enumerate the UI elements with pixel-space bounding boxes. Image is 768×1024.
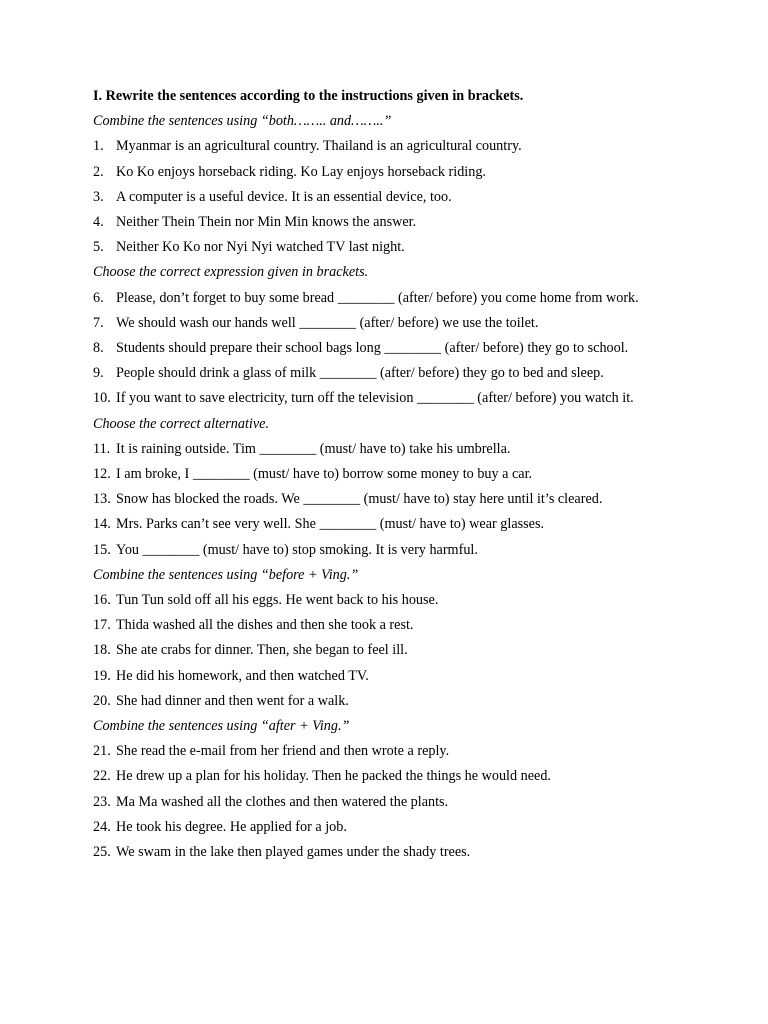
exercise-item xyxy=(93,311,674,336)
exercise-item xyxy=(93,386,674,411)
exercise-item xyxy=(93,638,674,663)
exercise-item xyxy=(93,487,674,512)
item-number: 1. xyxy=(93,138,104,155)
item-number: 5. xyxy=(93,239,104,256)
instruction-text: Combine the sentences using “both…….. and……..” xyxy=(93,113,392,130)
worksheet-page xyxy=(93,84,674,865)
item-sentence: Snow has blocked the roads. We ________ (must/ have to) stay here until it’s cleared. xyxy=(116,491,603,508)
item-sentence: Thida washed all the dishes and then she took a rest. xyxy=(116,617,414,634)
item-number: 12. xyxy=(93,466,111,483)
item-number: 18. xyxy=(93,642,111,659)
instruction-text: Combine the sentences using “before + Ving.” xyxy=(93,566,359,583)
item-sentence: Myanmar is an agricultural country. Thailand is an agricultural country. xyxy=(116,138,522,155)
item-number: 22. xyxy=(93,768,111,785)
item-sentence: He took his degree. He applied for a job. xyxy=(116,818,347,835)
instruction-text: Choose the correct expression given in brackets. xyxy=(93,264,369,281)
exercise-item xyxy=(93,235,674,260)
item-sentence: Mrs. Parks can’t see very well. She ________ (must/ have to) wear glasses. xyxy=(116,516,545,533)
item-number: 24. xyxy=(93,818,111,835)
item-number: 17. xyxy=(93,617,111,634)
item-sentence: You ________ (must/ have to) stop smoking. It is very harmful. xyxy=(116,541,478,558)
exercise-item xyxy=(93,512,674,537)
item-sentence: People should drink a glass of milk ________ (after/ before) they go to bed and sleep. xyxy=(116,365,604,382)
item-sentence: Ko Ko enjoys horseback riding. Ko Lay enjoys horseback riding. xyxy=(116,163,486,180)
item-number: 20. xyxy=(93,692,111,709)
exercise-item xyxy=(93,210,674,235)
item-number: 9. xyxy=(93,365,104,382)
item-sentence: I am broke, I ________ (must/ have to) borrow some money to buy a car. xyxy=(116,466,533,483)
item-sentence: He did his homework, and then watched TV. xyxy=(116,667,369,684)
item-number: 11. xyxy=(93,440,111,457)
item-sentence: Neither Thein Thein nor Min Min knows the answer. xyxy=(116,214,417,231)
section-heading: I. Rewrite the sentences according to the instructions given in brackets. xyxy=(93,88,524,104)
exercise-item xyxy=(93,739,674,764)
exercise-item xyxy=(93,840,674,865)
item-number: 15. xyxy=(93,541,111,558)
item-number: 21. xyxy=(93,743,111,760)
exercise-item xyxy=(93,790,674,815)
exercise-item xyxy=(93,286,674,311)
item-number: 19. xyxy=(93,667,111,684)
item-sentence: A computer is a useful device. It is an essential device, too. xyxy=(116,188,452,205)
exercise-item xyxy=(93,361,674,386)
item-number: 13. xyxy=(93,491,111,508)
item-sentence: She ate crabs for dinner. Then, she began to feel ill. xyxy=(116,642,408,659)
item-sentence: She had dinner and then went for a walk. xyxy=(116,692,349,709)
item-number: 2. xyxy=(93,163,104,180)
item-number: 3. xyxy=(93,188,104,205)
instruction-text: Choose the correct alternative. xyxy=(93,415,269,432)
exercise-item xyxy=(93,689,674,714)
exercise-item xyxy=(93,134,674,159)
item-number: 4. xyxy=(93,214,104,231)
exercise-item xyxy=(93,613,674,638)
item-sentence: If you want to save electricity, turn off the television ________ (after/ before) you watch it. xyxy=(116,390,634,407)
item-sentence: Tun Tun sold off all his eggs. He went back to his house. xyxy=(116,592,439,609)
item-sentence: Neither Ko Ko nor Nyi Nyi watched TV last night. xyxy=(116,239,405,256)
item-sentence: Please, don’t forget to buy some bread ________ (after/ before) you come home from work. xyxy=(116,289,639,306)
item-number: 6. xyxy=(93,289,104,306)
item-sentence: He drew up a plan for his holiday. Then he packed the things he would need. xyxy=(116,768,551,785)
item-number: 14. xyxy=(93,516,111,533)
item-number: 23. xyxy=(93,793,111,810)
item-number: 25. xyxy=(93,844,111,861)
item-sentence: We swam in the lake then played games under the shady trees. xyxy=(116,844,471,861)
item-sentence: She read the e-mail from her friend and then wrote a reply. xyxy=(116,743,450,760)
exercise-sections xyxy=(93,109,674,865)
instruction-text: Combine the sentences using “after + Ving.” xyxy=(93,718,350,735)
exercise-item xyxy=(93,664,674,689)
item-sentence: We should wash our hands well ________ (after/ before) we use the toilet. xyxy=(116,314,539,331)
exercise-item xyxy=(93,764,674,789)
exercise-item xyxy=(93,815,674,840)
item-sentence: Ma Ma washed all the clothes and then watered the plants. xyxy=(116,793,449,810)
exercise-item xyxy=(93,538,674,563)
exercise-item xyxy=(93,336,674,361)
exercise-item xyxy=(93,588,674,613)
exercise-item xyxy=(93,437,674,462)
item-number: 8. xyxy=(93,340,104,357)
exercise-item xyxy=(93,160,674,185)
item-number: 7. xyxy=(93,314,104,331)
exercise-item xyxy=(93,462,674,487)
item-sentence: It is raining outside. Tim ________ (must/ have to) take his umbrella. xyxy=(116,440,511,457)
item-number: 10. xyxy=(93,390,111,407)
item-number: 16. xyxy=(93,592,111,609)
item-sentence: Students should prepare their school bags long ________ (after/ before) they go to school. xyxy=(116,340,629,357)
exercise-item xyxy=(93,185,674,210)
